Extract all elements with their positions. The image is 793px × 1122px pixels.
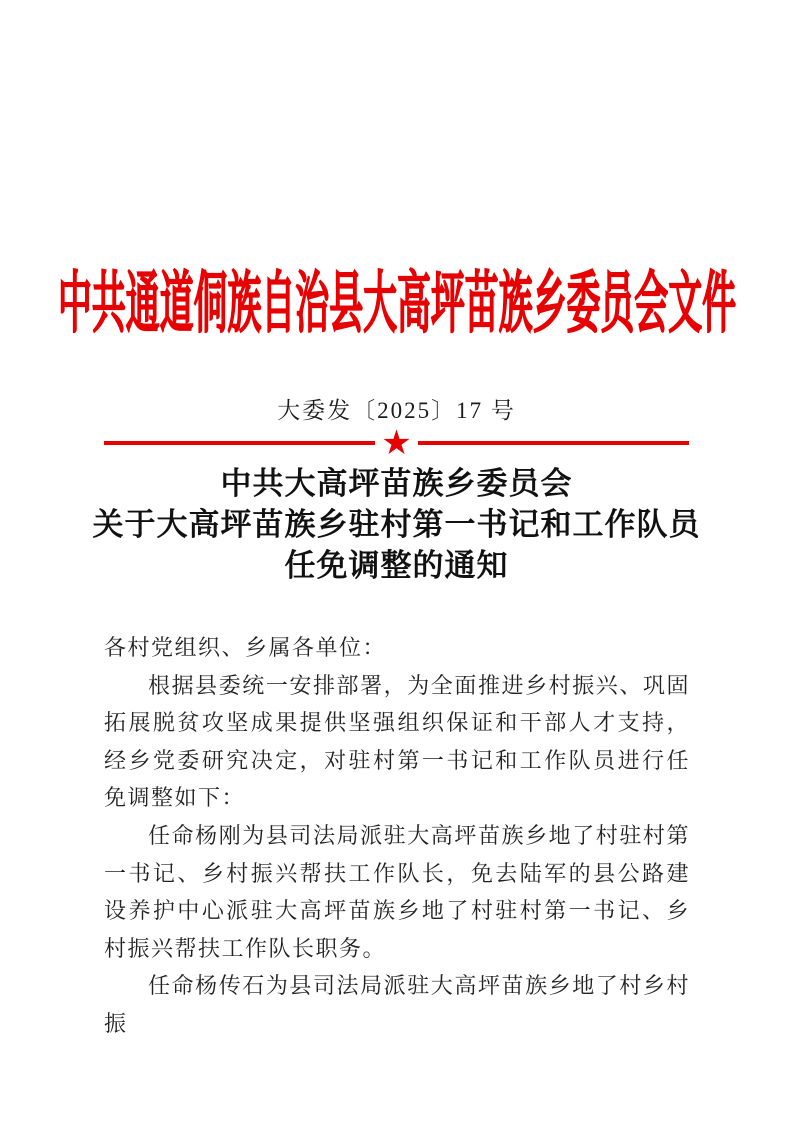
red-divider: [104, 424, 689, 462]
document-title: [40, 463, 753, 586]
document-title-line3: 任免调整的通知: [284, 548, 509, 583]
salutation: 各村党组织、乡属各单位：: [104, 635, 387, 660]
body-paragraph: 任命杨传石为县司法局派驻大高坪苗族乡地了村乡村振: [104, 973, 690, 1036]
red-rule-left: [104, 441, 375, 445]
doc-number: 大委发〔2025〕17 号: [277, 398, 516, 423]
body-paragraph: 任命杨刚为县司法局派驻大高坪苗族乡地了村驻村第一书记、乡村振兴帮扶工作队长，免去陆军的县公路建设养护中心派驻大高坪苗族乡地了村驻村第一书记、乡村振兴帮扶工作队长职务。: [104, 822, 690, 961]
letterhead-org-title: 中共通道侗族自治县大高坪苗族乡委员会文件: [57, 266, 736, 341]
letterhead-banner: [0, 262, 793, 341]
body-paragraph: 根据县委统一安排部署，为全面推进乡村振兴、巩固拓展脱贫攻坚成果提供坚强组织保证和干部人才支持，经乡党委研究决定，对驻村第一书记和工作队员进行任免调整如下：: [104, 672, 690, 811]
red-rule-right: [418, 441, 689, 445]
star-icon: ★: [381, 424, 412, 462]
document-title-line1: 中共大高坪苗族乡委员会: [220, 466, 573, 501]
document-body: [104, 629, 690, 1043]
document-title-line2: 关于大高坪苗族乡驻村第一书记和工作队员: [92, 507, 701, 542]
